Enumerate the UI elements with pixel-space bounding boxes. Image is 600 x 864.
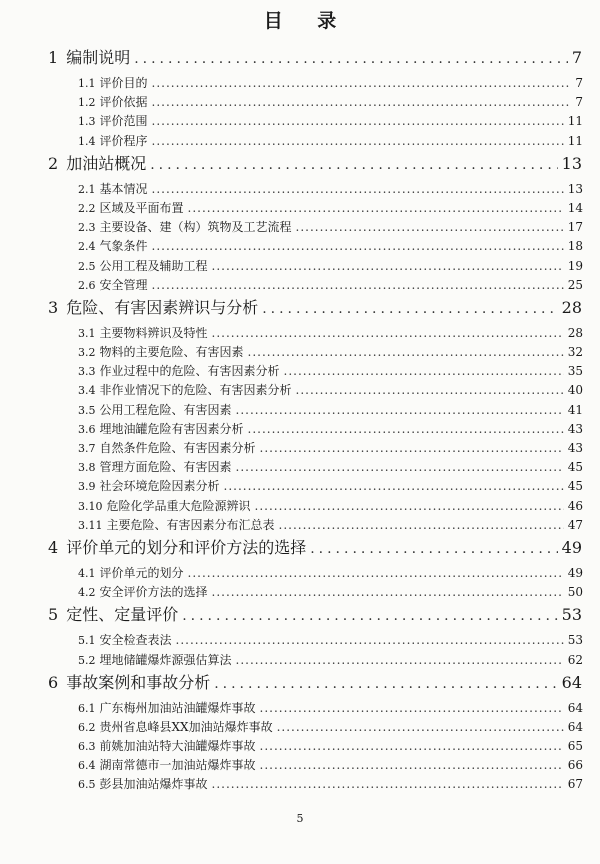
toc-section-label — [78, 651, 232, 668]
toc-section-number: 5.2 — [78, 653, 96, 667]
toc-section-title: 主要物料辨识及特性 — [99, 325, 208, 340]
toc-section[interactable] — [78, 516, 583, 535]
toc-section[interactable] — [78, 237, 583, 256]
page-title: 目 录 — [263, 10, 351, 32]
toc-section-page: 28 — [567, 325, 583, 340]
toc-section[interactable] — [78, 477, 583, 496]
toc-chapter-title: 事故案例和事故分析 — [66, 672, 211, 692]
toc-section-number: 3.1 — [78, 326, 96, 340]
toc-section-title: 主要设备、建（构）筑物及工艺流程 — [99, 220, 292, 235]
toc-leader-dots — [236, 460, 564, 474]
toc-section[interactable] — [78, 631, 583, 650]
toc-section[interactable] — [78, 324, 583, 343]
toc-leader-dots — [212, 585, 564, 599]
toc-chapter-number: 2 — [48, 153, 59, 173]
toc-leader-dots — [214, 676, 557, 692]
toc-leader-dots — [152, 278, 564, 292]
toc-section-title: 主要危险、有害因素分布汇总表 — [106, 517, 275, 532]
toc-section-page: 47 — [567, 517, 583, 532]
toc-section-number: 3.10 — [78, 499, 103, 513]
toc-leader-dots — [188, 201, 564, 215]
toc-section[interactable] — [78, 439, 583, 458]
toc-chapter-title: 加油站概况 — [66, 153, 147, 173]
toc-leader-dots — [248, 345, 564, 359]
toc-section-label — [78, 583, 208, 600]
toc-chapter-number: 4 — [48, 537, 59, 557]
toc-section-page: 7 — [575, 76, 583, 90]
toc-leader-dots — [182, 608, 557, 624]
toc-section[interactable] — [78, 381, 583, 400]
toc-section-title: 自然条件危险、有害因素分析 — [99, 441, 256, 455]
toc-chapter-number: 3 — [48, 297, 59, 317]
toc-section[interactable] — [78, 362, 583, 381]
toc-section-label — [78, 775, 208, 792]
toc-chapter-label — [48, 295, 258, 318]
toc-section-page: 50 — [567, 585, 583, 600]
toc-section-label — [78, 497, 251, 514]
toc-leader-dots — [260, 758, 564, 772]
toc-section-title: 公用工程及辅助工程 — [99, 258, 208, 273]
toc-section[interactable] — [78, 276, 583, 295]
toc-section-number: 1.3 — [78, 115, 96, 129]
toc-section-title: 气象条件 — [99, 239, 148, 254]
toc-section-label — [78, 132, 148, 149]
toc-section-number: 3.2 — [78, 346, 96, 360]
toc-section-number: 2.1 — [78, 182, 96, 196]
toc-section-label — [78, 564, 184, 581]
toc-section[interactable] — [78, 180, 583, 199]
toc-section-page: 53 — [567, 633, 583, 648]
toc-leader-dots — [134, 51, 568, 67]
toc-leader-dots — [188, 566, 564, 580]
toc-section-label — [78, 439, 256, 456]
toc-section[interactable] — [78, 218, 583, 237]
toc-section-number: 4.2 — [78, 586, 96, 600]
toc-section-title: 社会环境危险因素分析 — [99, 479, 220, 494]
toc-section-label — [78, 718, 273, 735]
toc-section-label — [78, 93, 148, 110]
toc-section[interactable] — [78, 74, 583, 93]
toc-section-title: 评价程序 — [99, 133, 148, 148]
toc-section-number: 3.3 — [78, 365, 96, 379]
toc-section-number: 3.8 — [78, 461, 96, 475]
toc-section-title: 危险化学品重大危险源辨识 — [106, 498, 251, 513]
toc-chapter-page: 7 — [571, 48, 582, 67]
toc-section[interactable] — [78, 775, 583, 794]
toc-leader-dots — [152, 114, 564, 128]
toc-chapter-number: 1 — [48, 48, 59, 67]
toc-section[interactable] — [78, 583, 583, 602]
toc-section[interactable] — [78, 112, 583, 131]
toc-section-page: 19 — [567, 258, 583, 273]
toc-leader-dots — [152, 76, 572, 90]
toc-section-number: 1.1 — [78, 77, 96, 90]
toc-section-title: 基本情况 — [99, 181, 148, 196]
toc-section-page: 17 — [567, 220, 583, 235]
toc-section-page: 49 — [567, 565, 583, 580]
toc-section-number: 3.6 — [78, 422, 96, 436]
toc-leader-dots — [152, 134, 564, 148]
toc-section[interactable] — [78, 257, 583, 276]
toc-section-title: 贵州省息峰县XX加油站爆炸事故 — [99, 719, 273, 734]
toc-section-title: 彭县加油站爆炸事故 — [99, 777, 208, 792]
toc-section-label — [78, 458, 232, 475]
toc-chapter-label — [48, 602, 178, 625]
toc-section-title: 前姚加油站特大油罐爆炸事故 — [99, 739, 256, 754]
toc-section-page: 35 — [567, 364, 583, 379]
toc-leader-dots — [277, 720, 564, 734]
toc-chapter-title: 评价单元的划分和评价方法的选择 — [66, 537, 307, 557]
toc-section-label — [78, 343, 244, 360]
toc-leader-dots — [212, 326, 564, 340]
toc-chapter-page: 53 — [561, 605, 582, 625]
toc-section-label — [78, 324, 208, 341]
toc-chapter-page: 28 — [561, 297, 582, 317]
toc-section-number: 6.1 — [78, 701, 96, 715]
toc-section-number: 3.9 — [78, 480, 96, 494]
toc-section[interactable] — [78, 718, 583, 737]
toc-section-label — [78, 631, 172, 648]
toc-section[interactable] — [78, 93, 583, 112]
toc-section-title: 非作业情况下的危险、有害因素分析 — [99, 383, 292, 398]
toc-section-label — [78, 199, 184, 216]
toc-section-title: 评价目的 — [99, 76, 148, 90]
table-of-contents — [0, 45, 600, 795]
toc-section-number: 1.2 — [78, 96, 96, 110]
toc-section-page: 66 — [567, 758, 583, 773]
toc-section-page: 43 — [567, 421, 583, 436]
toc-section-title: 区域及平面布置 — [99, 200, 184, 215]
toc-section-number: 2.6 — [78, 278, 96, 292]
toc-section-page: 13 — [567, 181, 583, 196]
toc-section-page: 43 — [567, 441, 583, 455]
toc-section-page: 18 — [567, 239, 583, 254]
toc-leader-dots — [236, 403, 564, 417]
toc-chapter-title: 编制说明 — [66, 48, 131, 67]
toc-section-page: 7 — [575, 95, 583, 110]
toc-leader-dots — [260, 739, 564, 753]
toc-section-label — [78, 401, 232, 418]
toc-leader-dots — [152, 182, 564, 196]
toc-section-page: 11 — [567, 114, 583, 129]
toc-chapter-label — [48, 45, 130, 68]
toc-section-number: 3.11 — [78, 518, 103, 532]
toc-leader-dots — [296, 383, 564, 397]
toc-leader-dots — [212, 259, 564, 273]
toc-leader-dots — [236, 653, 564, 667]
toc-section[interactable] — [78, 420, 583, 439]
toc-section-page: 65 — [567, 739, 583, 754]
toc-leader-dots — [248, 422, 564, 436]
toc-section-label — [78, 362, 280, 379]
toc-section-label — [78, 516, 275, 533]
toc-section-page: 32 — [567, 345, 583, 360]
toc-section-title: 安全管理 — [99, 277, 148, 292]
toc-section-label — [78, 257, 208, 274]
toc-section-page: 40 — [567, 383, 583, 398]
toc-section-label — [78, 737, 256, 754]
toc-leader-dots — [176, 633, 564, 647]
toc-section-title: 湖南常德市一加油站爆炸事故 — [99, 758, 256, 773]
toc-section[interactable] — [78, 401, 583, 420]
toc-leader-dots — [262, 301, 557, 317]
toc-section[interactable] — [78, 651, 583, 670]
toc-section-title: 安全评价方法的选择 — [99, 585, 208, 600]
toc-section-number: 1.4 — [78, 134, 96, 148]
toc-section[interactable] — [78, 564, 583, 583]
toc-leader-dots — [152, 95, 572, 109]
toc-section-label — [78, 477, 220, 494]
toc-leader-dots — [260, 441, 564, 455]
toc-section-page: 45 — [567, 460, 583, 475]
toc-section-number: 2.5 — [78, 259, 96, 273]
toc-section[interactable] — [78, 737, 583, 756]
toc-chapter-label — [48, 151, 146, 174]
toc-chapter-title: 危险、有害因素辨识与分析 — [66, 297, 259, 317]
toc-section-page: 64 — [567, 700, 583, 715]
toc-section-label — [78, 381, 292, 398]
toc-chapter-number: 6 — [48, 672, 59, 692]
toc-section-number: 2.4 — [78, 240, 96, 254]
toc-leader-dots — [296, 220, 564, 234]
toc-chapter-page: 13 — [561, 153, 582, 173]
toc-section-page: 11 — [567, 133, 583, 148]
toc-leader-dots — [279, 518, 564, 532]
toc-section-label — [78, 218, 292, 235]
toc-section-number: 5.1 — [78, 634, 96, 648]
toc-section-number: 3.4 — [78, 384, 96, 398]
toc-leader-dots — [224, 479, 564, 493]
toc-section[interactable] — [78, 132, 583, 151]
toc-leader-dots — [284, 364, 564, 378]
toc-section[interactable] — [78, 458, 583, 477]
toc-section-page: 41 — [567, 402, 583, 417]
toc-leader-dots — [255, 499, 564, 513]
toc-section-title: 物料的主要危险、有害因素 — [99, 345, 244, 360]
toc-section-number: 2.2 — [78, 201, 96, 215]
toc-section[interactable] — [78, 199, 583, 218]
toc-section-number: 3.5 — [78, 403, 96, 417]
toc-section[interactable] — [78, 343, 583, 362]
toc-section-label — [78, 420, 244, 437]
toc-section-number: 6.4 — [78, 759, 96, 773]
toc-section-label — [78, 276, 148, 293]
toc-section-label — [78, 699, 256, 716]
toc-section-title: 公用工程危险、有害因素 — [99, 402, 232, 417]
toc-section-label — [78, 74, 148, 91]
page-number: 5 — [296, 812, 304, 825]
toc-leader-dots — [152, 239, 564, 253]
toc-section[interactable] — [78, 699, 583, 718]
toc-section-title: 广东梅州加油站油罐爆炸事故 — [99, 700, 256, 715]
toc-section-number: 6.3 — [78, 740, 96, 754]
toc-section-page: 67 — [567, 777, 583, 792]
toc-section[interactable] — [78, 497, 583, 516]
toc-section-label — [78, 237, 148, 254]
toc-section-title: 埋地油罐危险有害因素分析 — [99, 421, 244, 436]
toc-section-number: 6.2 — [78, 720, 96, 734]
toc-section-page: 64 — [567, 719, 583, 734]
toc-chapter-label — [48, 670, 210, 693]
toc-section-number: 3.7 — [78, 442, 96, 455]
toc-section-title: 安全检查表法 — [99, 633, 172, 648]
toc-leader-dots — [310, 541, 557, 557]
toc-chapter-title: 定性、定量评价 — [66, 605, 179, 625]
toc-section-title: 作业过程中的危险、有害因素分析 — [99, 364, 280, 379]
toc-section-page: 62 — [567, 652, 583, 667]
toc-section-label — [78, 112, 148, 129]
toc-section-page: 14 — [567, 200, 583, 215]
toc-chapter-page: 49 — [561, 537, 582, 557]
toc-leader-dots — [150, 157, 557, 173]
toc-section-number: 6.5 — [78, 778, 96, 792]
toc-section-title: 埋地储罐爆炸源强估算法 — [99, 652, 232, 667]
toc-section-title: 评价单元的划分 — [99, 565, 184, 580]
toc-section-number: 4.1 — [78, 566, 96, 580]
toc-section-title: 评价范围 — [99, 114, 148, 129]
toc-section-label — [78, 756, 256, 773]
toc-section-number: 2.3 — [78, 221, 96, 235]
toc-section-page: 25 — [567, 277, 583, 292]
toc-section-page: 45 — [567, 479, 583, 494]
toc-chapter-number: 5 — [48, 605, 59, 625]
toc-chapter-page: 64 — [561, 672, 582, 692]
toc-chapter-label — [48, 535, 306, 558]
toc-leader-dots — [212, 777, 564, 791]
toc-section-page: 46 — [567, 498, 583, 513]
toc-section[interactable] — [78, 756, 583, 775]
toc-section-label — [78, 180, 148, 197]
toc-section-title: 管理方面危险、有害因素 — [99, 460, 232, 475]
toc-section-title: 评价依据 — [99, 95, 148, 110]
toc-leader-dots — [260, 701, 564, 715]
